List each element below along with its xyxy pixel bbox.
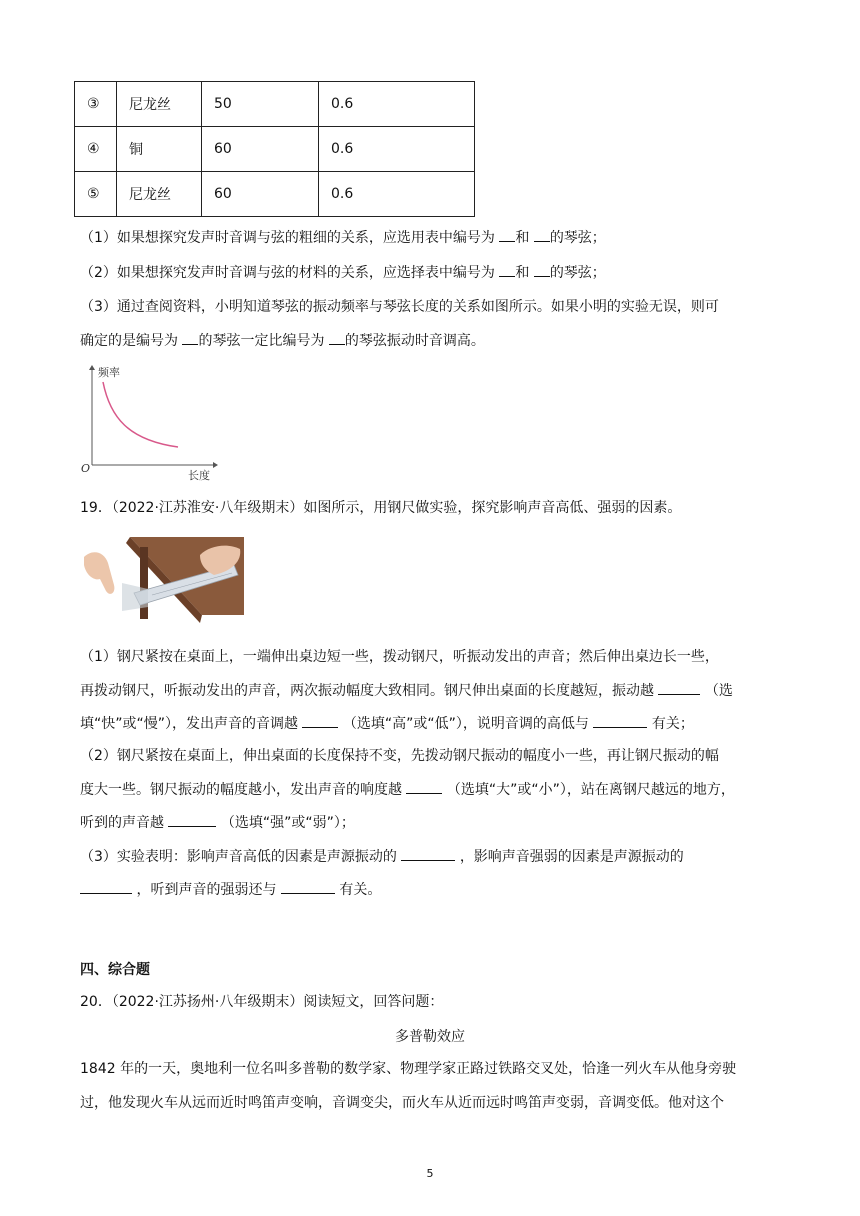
table-cell-length: 60 (202, 127, 319, 172)
x-axis-arrow (213, 462, 218, 468)
q18-part3-line2: 确定的是编号为 的琴弦一定比编号为 的琴弦振动时音调高。 (80, 330, 485, 351)
article-line2: 过，他发现火车从远而近时鸣笛声变响，音调变尖，而火车从近而远时鸣笛声变弱，音调变低。他对这个 (80, 1095, 724, 1111)
answer-blank[interactable] (302, 713, 338, 728)
string-table (74, 81, 475, 217)
desk-leg (140, 547, 148, 619)
q19-part1-line2: 再拨动钢尺，听振动发出的声音，两次振动幅度大致相同。钢尺伸出桌面的长度越短，振动越 （选 (80, 680, 733, 701)
q18-part2: （2）如果想探究发声时音调与弦的材料的关系，应选择表中编号为 和 的琴弦； (80, 262, 606, 283)
answer-blank[interactable] (182, 330, 198, 345)
article-line1: 1842 年的一天，奥地利一位名叫多普勒的数学家、物理学家正路过铁路交叉处，恰逢一列火车从他身旁驶 (80, 1061, 737, 1077)
q19-title: 19．（2022·江苏淮安·八年级期末）如图所示，用钢尺做实验，探究影响声音高低、强弱的因素。 (80, 500, 682, 516)
article-title: 多普勒效应 (395, 1029, 465, 1045)
y-axis-label: 频率 (98, 366, 120, 379)
answer-blank[interactable] (406, 779, 442, 794)
x-axis-label: 长度 (188, 469, 210, 482)
answer-blank[interactable] (329, 330, 345, 345)
table-row (75, 172, 475, 217)
table-cell-length: 60 (202, 172, 319, 217)
table-cell-area: 0.6 (319, 127, 475, 172)
q19-part1-line1: （1）钢尺紧按在桌面上，一端伸出桌边短一些，拨动钢尺，听振动发出的声音；然后伸出桌边长一些， (80, 649, 719, 665)
ruler-experiment-image (82, 535, 250, 627)
answer-blank[interactable] (499, 262, 515, 277)
q18-part1: （1）如果想探究发声时音调与弦的粗细的关系，应选用表中编号为 和 的琴弦； (80, 227, 606, 248)
table-cell-area: 0.6 (319, 82, 475, 127)
q19-part2-line1: （2）钢尺紧按在桌面上，伸出桌面的长度保持不变，先拨动钢尺振动的幅度小一些，再让钢尺振动的幅 (80, 748, 719, 764)
table-cell-area: 0.6 (319, 172, 475, 217)
origin-label: O (81, 462, 91, 475)
answer-blank[interactable] (499, 227, 515, 242)
answer-blank[interactable] (534, 262, 550, 277)
frequency-curve (103, 382, 178, 447)
q19-part2-line2: 度大一些。钢尺振动的幅度越小，发出声音的响度越 （选填“大”或“小”），站在离钢尺越远的地方， (80, 779, 735, 800)
table-row (75, 127, 475, 172)
answer-blank[interactable] (593, 713, 647, 728)
answer-blank[interactable] (281, 879, 335, 894)
q19-part3-line2: ，听到声音的强弱还与 有关。 (80, 879, 381, 900)
q20-title: 20．（2022·江苏扬州·八年级期末）阅读短文，回答问题： (80, 994, 444, 1010)
q18-part3-line1: （3）通过查阅资料，小明知道琴弦的振动频率与琴弦长度的关系如图所示。如果小明的实验无误，则可 (80, 299, 719, 315)
frequency-length-graph (78, 362, 228, 482)
y-axis-arrow (89, 365, 95, 370)
section-heading: 四、综合题 (80, 962, 150, 978)
table-row (75, 82, 475, 127)
q19-part3-line1: （3）实验表明：影响声音高低的因素是声源振动的 ，影响声音强弱的因素是声源振动的 (80, 846, 684, 867)
table-cell-no: ④ (75, 127, 117, 172)
q19-part2-line3: 听到的声音越 （选填“强”或“弱”）； (80, 812, 355, 833)
answer-blank[interactable] (80, 879, 132, 894)
q19-part1-line3: 填“快”或“慢”），发出声音的音调越 （选填“高”或“低”），说明音调的高低与 有关； (80, 713, 694, 734)
answer-blank[interactable] (658, 680, 700, 695)
table-cell-material: 铜 (117, 127, 202, 172)
answer-blank[interactable] (534, 227, 550, 242)
table-cell-no: ⑤ (75, 172, 117, 217)
plucking-finger (84, 552, 114, 594)
page-number: 5 (426, 1167, 434, 1180)
table-cell-material: 尼龙丝 (117, 82, 202, 127)
table-cell-material: 尼龙丝 (117, 172, 202, 217)
table-cell-no: ③ (75, 82, 117, 127)
table-cell-length: 50 (202, 82, 319, 127)
answer-blank[interactable] (401, 846, 455, 861)
answer-blank[interactable] (168, 812, 216, 827)
